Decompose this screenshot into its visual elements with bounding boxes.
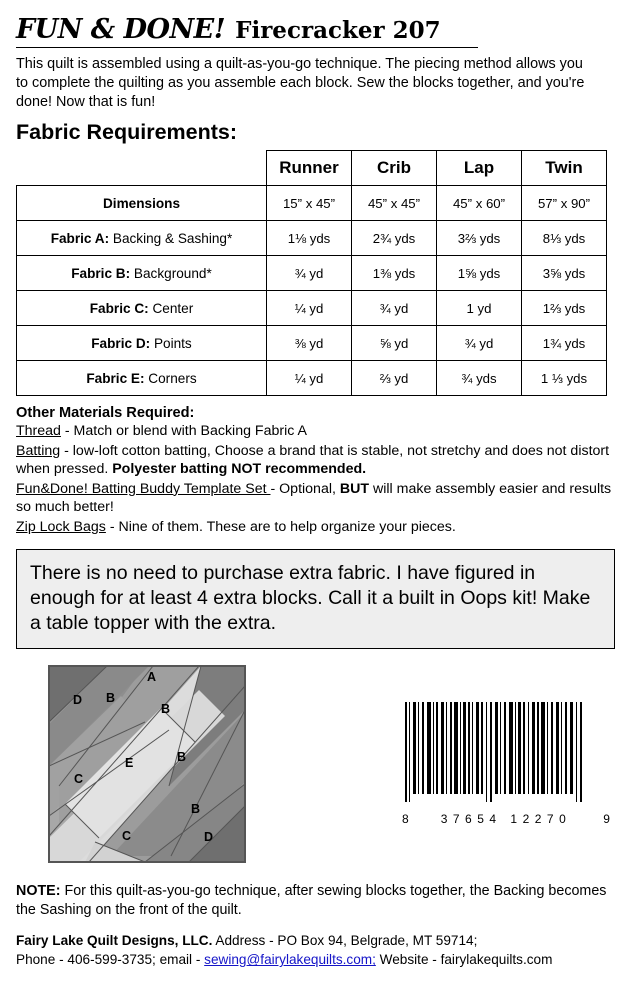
table-header-lap: Lap [437, 151, 522, 186]
table-row [17, 291, 607, 326]
barcode-svg [401, 702, 601, 810]
title-rule [16, 47, 478, 48]
row-label-fabric-e-key: Fabric E: [86, 370, 145, 386]
row-label-fabric-e [17, 361, 267, 396]
material-template-set-text2: will make assembly easier and results so much better! [16, 480, 612, 516]
footer [16, 931, 622, 969]
cell-fabric-e-runner: ¼ yd [267, 361, 352, 396]
material-batting-name: Batting [16, 442, 61, 459]
block-label-c-left: C [74, 772, 84, 787]
material-batting [16, 442, 612, 479]
material-thread-name: Thread [16, 423, 61, 440]
row-label-fabric-a [17, 221, 267, 256]
row-label-fabric-b-text: Background* [130, 265, 212, 281]
cell-fabric-a-twin: 8⅓ yds [522, 221, 607, 256]
row-label-fabric-d-text: Points [150, 335, 192, 351]
footer-email-link[interactable]: sewing@fairylakequilts.com; [204, 952, 376, 968]
cell-dimensions-runner: 15” x 45” [267, 186, 352, 221]
material-zip-lock-bags-name: Zip Lock Bags [16, 518, 106, 535]
table-header-row [17, 151, 607, 186]
note-text [16, 882, 616, 920]
material-template-set-text: - Optional, [270, 480, 340, 497]
cell-dimensions-twin: 57” x 90” [522, 186, 607, 221]
block-label-b-lowerright: B [191, 802, 201, 817]
cell-fabric-d-lap: ¾ yd [437, 326, 522, 361]
footer-company: Fairy Lake Quilt Designs, LLC. [16, 933, 213, 949]
barcode-middle-digits: 37654 12270 [440, 812, 572, 827]
table-header-crib: Crib [352, 151, 437, 186]
row-label-fabric-e-text: Corners [144, 370, 197, 386]
block-label-b-topleft: B [106, 691, 116, 706]
fabric-requirements-table [16, 150, 607, 396]
extra-fabric-callout: There is no need to purchase extra fabric. I have figured in enough for at least 4 extra blocks. Call it a built in Oops kit! Make a table topper with the extra. [16, 549, 615, 649]
row-label-fabric-b [17, 256, 267, 291]
material-zip-lock-bags [16, 518, 612, 536]
block-label-d-topleft: D [73, 693, 83, 708]
material-thread-text: - Match or blend with Backing Fabric A [60, 423, 307, 440]
material-template-set-name: Fun&Done! Batting Buddy Template Set [16, 480, 271, 497]
row-label-fabric-d-key: Fabric D: [91, 335, 151, 351]
cell-fabric-b-crib: 1⅜ yds [352, 256, 437, 291]
material-batting-text: - low-loft cotton batting, Choose a brand that is stable, not stretchy and does not distort when pressed. [16, 442, 610, 478]
material-template-set-emphasis: BUT [339, 480, 370, 497]
block-label-b-top: B [161, 702, 171, 717]
table-row [17, 256, 607, 291]
barcode-bars [401, 702, 611, 810]
table-header-blank [17, 151, 267, 186]
title-block [16, 0, 624, 48]
table-header-twin: Twin [522, 151, 607, 186]
cell-fabric-a-lap: 3⅔ yds [437, 221, 522, 256]
pattern-title: Firecracker 207 [235, 17, 441, 44]
row-label-fabric-a-text: Backing & Sashing* [109, 230, 233, 246]
cell-fabric-b-lap: 1⅝ yds [437, 256, 522, 291]
fabric-requirements-heading: Fabric Requirements: [16, 120, 238, 145]
barcode-left-digit: 8 [402, 812, 409, 827]
cell-fabric-c-crib: ¾ yd [352, 291, 437, 326]
note-body: For this quilt-as-you-go technique, after sewing blocks together, the Backing becomes the Sashing on the front of the quilt. [16, 883, 607, 919]
cell-fabric-c-runner: ¼ yd [267, 291, 352, 326]
row-label-fabric-c-key: Fabric C: [89, 300, 149, 316]
cell-fabric-c-lap: 1 yd [437, 291, 522, 326]
row-label-fabric-d [17, 326, 267, 361]
other-materials-heading: Other Materials Required: [16, 405, 195, 422]
cell-fabric-e-lap: ¾ yds [437, 361, 522, 396]
cell-dimensions-crib: 45” x 45” [352, 186, 437, 221]
material-thread [16, 422, 612, 440]
block-label-b-right: B [177, 750, 187, 765]
material-template-set [16, 480, 612, 517]
cell-dimensions-lap: 45” x 60” [437, 186, 522, 221]
barcode-digits [401, 812, 611, 826]
block-label-a: A [147, 670, 157, 685]
quilt-block-diagram [48, 665, 246, 863]
cell-fabric-b-runner: ¾ yd [267, 256, 352, 291]
row-label-fabric-a-key: Fabric A: [50, 230, 110, 246]
block-label-d-bottomright: D [204, 830, 214, 845]
material-zip-lock-bags-text: - Nine of them. These are to help organize your pieces. [105, 518, 456, 535]
barcode [401, 702, 611, 826]
brand-title: FUN & DONE! [16, 14, 226, 45]
cell-fabric-b-twin: 3⅝ yds [522, 256, 607, 291]
cell-fabric-d-crib: ⅝ yd [352, 326, 437, 361]
row-label-fabric-b-key: Fabric B: [71, 265, 131, 281]
table-row [17, 186, 607, 221]
footer-address-line [16, 931, 622, 950]
row-label-dimensions: Dimensions [17, 186, 267, 221]
table-header-runner: Runner [267, 151, 352, 186]
cell-fabric-e-twin: 1 ⅓ yds [522, 361, 607, 396]
other-materials-list [16, 422, 612, 536]
cell-fabric-c-twin: 1⅔ yds [522, 291, 607, 326]
table-row [17, 326, 607, 361]
diagram-barcode-row [16, 665, 624, 863]
cell-fabric-a-crib: 2¾ yds [352, 221, 437, 256]
footer-contact-line [16, 950, 622, 969]
table-row [17, 221, 607, 256]
footer-website: Website - fairylakequilts.com [375, 952, 553, 968]
cell-fabric-d-runner: ⅜ yd [267, 326, 352, 361]
row-label-fabric-c [17, 291, 267, 326]
table-row [17, 361, 607, 396]
block-label-c-bottom: C [122, 829, 132, 844]
block-label-e: E [125, 756, 134, 771]
note-label: NOTE: [16, 883, 61, 900]
barcode-right-digit: 9 [603, 812, 610, 827]
intro-paragraph: This quilt is assembled using a quilt-as-you-go technique. The piecing method allows you to complete the quilting as you assemble each block. Sew the blocks together, and you're done! Now that is fun! [16, 56, 585, 111]
row-label-fabric-c-text: Center [148, 300, 194, 316]
cell-fabric-e-crib: ⅔ yd [352, 361, 437, 396]
cell-fabric-d-twin: 1¾ yds [522, 326, 607, 361]
cell-fabric-a-runner: 1⅛ yds [267, 221, 352, 256]
material-batting-warning: Polyester batting NOT recommended. [112, 461, 367, 478]
block-diagram-wrap [48, 665, 246, 863]
footer-phone: Phone - 406-599-3735; email - [16, 952, 205, 968]
footer-address: Address - PO Box 94, Belgrade, MT 59714; [212, 933, 478, 949]
